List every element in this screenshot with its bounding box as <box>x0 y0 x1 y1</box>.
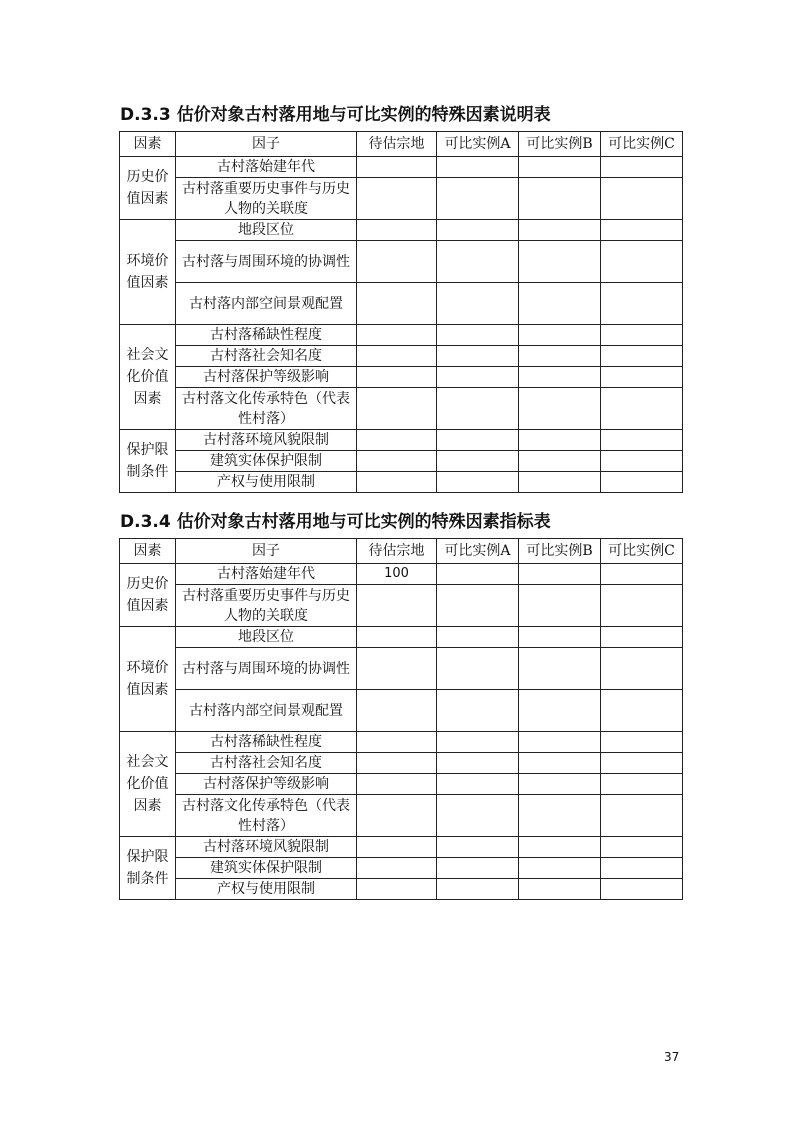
value-cell <box>437 753 519 774</box>
value-cell <box>519 648 601 690</box>
value-cell <box>357 648 437 690</box>
column-header: 可比实例A <box>437 539 519 564</box>
value-cell <box>437 690 519 732</box>
value-cell <box>357 346 437 367</box>
value-cell: 100 <box>357 564 437 585</box>
factor-cell: 古村落社会知名度 <box>176 753 357 774</box>
table-row <box>120 451 683 472</box>
value-cell <box>437 858 519 879</box>
value-cell <box>601 753 683 774</box>
value-cell <box>357 795 437 837</box>
category-label: 环境价值因素 <box>126 253 169 291</box>
value-cell <box>601 690 683 732</box>
value-cell <box>519 451 601 472</box>
value-cell <box>519 241 601 283</box>
value-cell <box>437 795 519 837</box>
value-cell <box>601 795 683 837</box>
value-cell <box>357 367 437 388</box>
value-cell <box>357 178 437 220</box>
table-row <box>120 879 683 900</box>
value-cell <box>519 753 601 774</box>
page-number: 37 <box>664 1050 680 1064</box>
value-cell <box>601 220 683 241</box>
value-cell <box>357 585 437 627</box>
section-title-d34 <box>120 511 551 533</box>
value-cell <box>601 325 683 346</box>
value-cell <box>437 837 519 858</box>
column-header: 因素 <box>120 539 176 564</box>
table-row <box>120 732 683 753</box>
value-cell <box>437 346 519 367</box>
value-cell <box>519 564 601 585</box>
value-cell <box>357 325 437 346</box>
value-cell <box>601 648 683 690</box>
column-header: 可比实例C <box>601 539 683 564</box>
value-cell <box>437 178 519 220</box>
factor-cell: 古村落保护等级影响 <box>176 774 357 795</box>
value-cell <box>601 627 683 648</box>
value-cell <box>519 388 601 430</box>
value-cell <box>437 220 519 241</box>
table-row <box>120 753 683 774</box>
category-cell <box>120 732 176 837</box>
value-cell <box>437 472 519 493</box>
value-cell <box>437 157 519 178</box>
column-header: 待估宗地 <box>357 132 437 157</box>
category-label: 社会文化价值因素 <box>126 347 169 407</box>
column-header: 因子 <box>176 539 357 564</box>
table-row <box>120 220 683 241</box>
value-cell <box>601 346 683 367</box>
value-cell <box>437 241 519 283</box>
factor-cell: 地段区位 <box>176 627 357 648</box>
category-label: 历史价值因素 <box>126 169 169 207</box>
value-cell <box>357 627 437 648</box>
category-cell <box>120 430 176 493</box>
factor-cell: 建筑实体保护限制 <box>176 858 357 879</box>
value-cell <box>601 472 683 493</box>
value-cell <box>437 564 519 585</box>
value-cell <box>519 430 601 451</box>
value-cell <box>519 157 601 178</box>
value-cell <box>601 178 683 220</box>
category-label: 社会文化价值因素 <box>126 754 169 814</box>
table-row <box>120 346 683 367</box>
column-header: 待估宗地 <box>357 539 437 564</box>
table-row <box>120 367 683 388</box>
table-row <box>120 283 683 325</box>
column-header: 因素 <box>120 132 176 157</box>
column-header: 因子 <box>176 132 357 157</box>
factor-cell: 古村落稀缺性程度 <box>176 732 357 753</box>
factor-cell: 地段区位 <box>176 220 357 241</box>
value-cell <box>357 388 437 430</box>
value-cell <box>437 325 519 346</box>
factor-cell: 古村落重要历史事件与历史人物的关联度 <box>176 178 357 220</box>
category-cell <box>120 325 176 430</box>
value-cell <box>357 690 437 732</box>
factor-cell: 产权与使用限制 <box>176 879 357 900</box>
value-cell <box>437 648 519 690</box>
table-row <box>120 325 683 346</box>
value-cell <box>601 564 683 585</box>
value-cell <box>601 388 683 430</box>
value-cell <box>437 283 519 325</box>
section-title-d33 <box>120 104 551 126</box>
factor-cell: 古村落始建年代 <box>176 157 357 178</box>
value-cell <box>519 732 601 753</box>
value-cell <box>437 627 519 648</box>
header-row <box>120 132 683 157</box>
factor-cell: 古村落保护等级影响 <box>176 367 357 388</box>
category-label: 环境价值因素 <box>126 660 169 698</box>
category-label: 保护限制条件 <box>126 849 169 887</box>
factor-cell: 古村落社会知名度 <box>176 346 357 367</box>
category-cell <box>120 564 176 627</box>
value-cell <box>601 774 683 795</box>
value-cell <box>601 837 683 858</box>
value-cell <box>601 367 683 388</box>
value-cell <box>357 879 437 900</box>
table-row <box>120 690 683 732</box>
category-label: 历史价值因素 <box>126 576 169 614</box>
column-header: 可比实例A <box>437 132 519 157</box>
factor-cell: 古村落内部空间景观配置 <box>176 690 357 732</box>
value-cell <box>437 879 519 900</box>
value-cell <box>519 220 601 241</box>
factor-cell: 建筑实体保护限制 <box>176 451 357 472</box>
table-row <box>120 648 683 690</box>
factor-cell: 古村落与周围环境的协调性 <box>176 241 357 283</box>
category-cell <box>120 157 176 220</box>
table-row <box>120 157 683 178</box>
value-cell <box>519 325 601 346</box>
column-header: 可比实例B <box>519 539 601 564</box>
value-cell <box>601 879 683 900</box>
value-cell <box>601 241 683 283</box>
value-cell <box>519 283 601 325</box>
table-row <box>120 774 683 795</box>
factor-cell: 古村落文化传承特色（代表性村落） <box>176 388 357 430</box>
table-row <box>120 241 683 283</box>
factor-cell: 产权与使用限制 <box>176 472 357 493</box>
category-cell <box>120 837 176 900</box>
value-cell <box>357 220 437 241</box>
category-cell <box>120 627 176 732</box>
factor-cell: 古村落重要历史事件与历史人物的关联度 <box>176 585 357 627</box>
factor-cell: 古村落文化传承特色（代表性村落） <box>176 795 357 837</box>
factor-cell: 古村落稀缺性程度 <box>176 325 357 346</box>
value-cell <box>357 283 437 325</box>
value-cell <box>357 472 437 493</box>
value-cell <box>357 858 437 879</box>
table-row <box>120 564 683 585</box>
value-cell <box>519 367 601 388</box>
section-code: D.3.4 <box>120 512 171 532</box>
value-cell <box>357 732 437 753</box>
value-cell <box>357 157 437 178</box>
table-row <box>120 795 683 837</box>
value-cell <box>437 451 519 472</box>
table-row <box>120 585 683 627</box>
value-cell <box>601 732 683 753</box>
factor-cell: 古村落环境风貌限制 <box>176 837 357 858</box>
factor-cell: 古村落与周围环境的协调性 <box>176 648 357 690</box>
factor-cell: 古村落始建年代 <box>176 564 357 585</box>
table-row <box>120 472 683 493</box>
value-cell <box>357 241 437 283</box>
value-cell <box>601 585 683 627</box>
table-row <box>120 858 683 879</box>
column-header: 可比实例B <box>519 132 601 157</box>
value-cell <box>437 367 519 388</box>
value-cell <box>357 774 437 795</box>
value-cell <box>357 753 437 774</box>
value-cell <box>519 879 601 900</box>
table-row <box>120 430 683 451</box>
value-cell <box>519 178 601 220</box>
value-cell <box>437 732 519 753</box>
value-cell <box>519 690 601 732</box>
value-cell <box>357 837 437 858</box>
section-title-text: 估价对象古村落用地与可比实例的特殊因素指标表 <box>176 512 551 532</box>
value-cell <box>519 774 601 795</box>
value-cell <box>519 346 601 367</box>
value-cell <box>437 585 519 627</box>
value-cell <box>601 157 683 178</box>
table-row <box>120 837 683 858</box>
table-row <box>120 388 683 430</box>
column-header: 可比实例C <box>601 132 683 157</box>
value-cell <box>437 388 519 430</box>
table-row <box>120 627 683 648</box>
value-cell <box>519 585 601 627</box>
factor-cell: 古村落环境风貌限制 <box>176 430 357 451</box>
section-title-text: 估价对象古村落用地与可比实例的特殊因素说明表 <box>176 105 551 125</box>
section-code: D.3.3 <box>120 105 171 125</box>
category-label: 保护限制条件 <box>126 442 169 480</box>
value-cell <box>357 430 437 451</box>
value-cell <box>601 430 683 451</box>
value-cell <box>519 627 601 648</box>
value-cell <box>357 451 437 472</box>
value-cell <box>437 430 519 451</box>
value-cell <box>601 283 683 325</box>
value-cell <box>519 472 601 493</box>
special-factors-description-table <box>119 131 683 493</box>
table-row <box>120 178 683 220</box>
special-factors-indicator-table <box>119 538 683 900</box>
value-cell <box>519 795 601 837</box>
factor-cell: 古村落内部空间景观配置 <box>176 283 357 325</box>
value-cell <box>601 451 683 472</box>
value-cell <box>437 774 519 795</box>
value-cell <box>519 837 601 858</box>
category-cell <box>120 220 176 325</box>
value-cell <box>601 858 683 879</box>
header-row <box>120 539 683 564</box>
value-cell <box>519 858 601 879</box>
